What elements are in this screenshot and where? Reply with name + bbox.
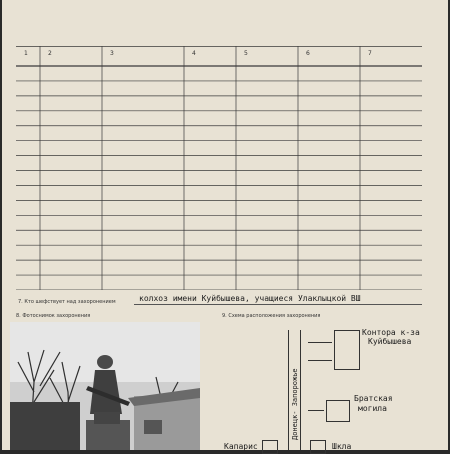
section9-label: 9. Схема расположения захоронения [222, 313, 321, 319]
table-column-number: 5 [244, 50, 248, 57]
section7-value: колхоз имени Куйбышева, учащиеся Улаклыцкой ВШ [139, 294, 361, 303]
section7-underline [134, 304, 422, 305]
section7-label: 7. Кто шефствует над захоронением [18, 299, 116, 305]
table-grid-lines [16, 46, 422, 290]
form-page [2, 0, 448, 450]
bottom-left-box [262, 440, 278, 454]
path-to-grave [308, 410, 324, 411]
burial-table [16, 46, 422, 290]
office-building-box [334, 330, 360, 370]
monument-photo-image [10, 322, 200, 450]
path-to-office-2 [308, 360, 332, 361]
road-label: Донецк- Запорожье [291, 368, 299, 440]
road-line-left [288, 330, 289, 450]
table-column-number: 2 [48, 50, 52, 57]
table-column-number: 4 [192, 50, 196, 57]
table-column-number: 1 [24, 50, 28, 57]
location-scheme [222, 322, 448, 450]
table-column-number: 6 [306, 50, 310, 57]
office-label-1: Контора к-за [362, 328, 420, 337]
grave-label-2: могила [358, 404, 387, 413]
road-line-right [300, 330, 301, 450]
section8-label: 8. Фотоснимок захоронения [16, 313, 91, 319]
burial-photo [10, 322, 200, 450]
bottom-right-box [310, 440, 326, 454]
office-label-2: Куйбышева [368, 337, 412, 346]
grave-label-1: Братская [354, 394, 393, 403]
table-column-number: 7 [368, 50, 372, 57]
bottom-right-label: Шкла [332, 442, 352, 451]
bottom-left-label: Капарис [224, 442, 258, 451]
grave-box [326, 400, 350, 422]
path-to-office-1 [308, 342, 332, 343]
table-column-number: 3 [110, 50, 114, 57]
